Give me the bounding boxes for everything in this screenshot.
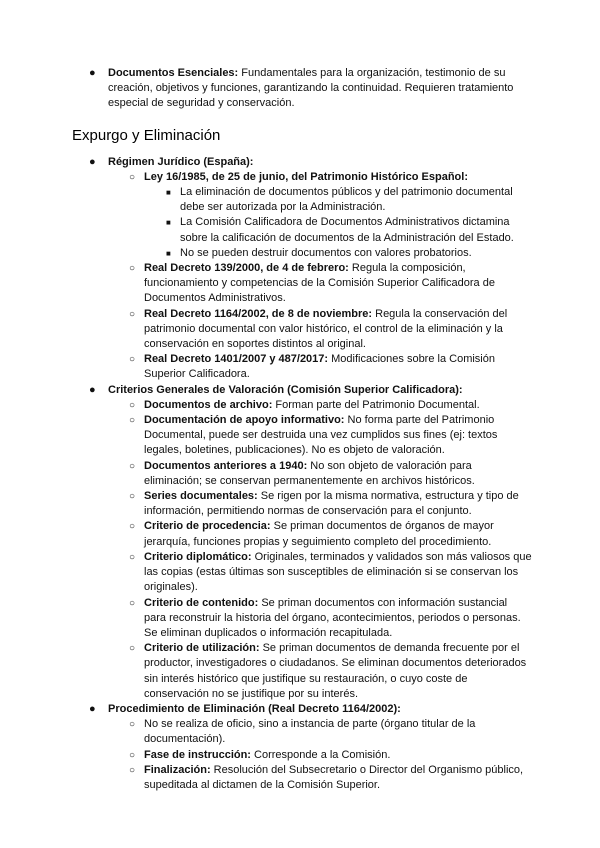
item-text: No forma parte del Patrimonio Documental, puede ser destruida una vez cumplidos sus fines (ej: textos legales, boletines, publicaciones). No es objeto de valoración. [144, 414, 498, 457]
bullet-square-icon: ■ [166, 248, 171, 258]
bullet-circle-icon: ○ [129, 171, 136, 183]
sublist-procedimiento [108, 717, 532, 793]
list-item [108, 596, 532, 642]
item-title: Finalización: [144, 763, 211, 776]
item-title: Series documentales: [144, 490, 258, 503]
list-item-rd-1401-2007 [108, 352, 532, 382]
bullet-disc-icon: ● [89, 67, 96, 79]
list-item-procedimiento-eliminacion [72, 702, 532, 793]
item-title: Régimen Jurídico (España): [108, 155, 254, 168]
bullet-circle-icon: ○ [129, 521, 136, 533]
list-item [108, 519, 532, 549]
list-item-regimen-juridico [72, 155, 532, 383]
item-title: Documentación de apoyo informativo: [144, 414, 345, 427]
item-title: Criterio de utilización: [144, 642, 260, 655]
item-title: Ley 16/1985, de 25 de junio, del Patrimonio Histórico Español: [144, 170, 468, 183]
item-title: Real Decreto 1401/2007 y 487/2017: [144, 353, 329, 366]
sublist-regimen [108, 170, 532, 383]
item-title: Procedimiento de Eliminación (Real Decreto 1164/2002): [108, 702, 401, 715]
item-text: No se realiza de oficio, sino a instancia de parte (órgano titular de la documentación). [144, 718, 476, 746]
bullet-disc-icon: ● [89, 702, 96, 715]
bullet-circle-icon: ○ [129, 460, 136, 472]
bullet-circle-icon: ○ [129, 491, 136, 503]
item-text: No son objeto de valoración para eliminación; se conservan permanentemente en archivos históricos. [144, 459, 475, 487]
list-item-documentos-esenciales [72, 66, 532, 112]
list-item-ley-16-1985 [108, 170, 532, 261]
list-item [108, 459, 532, 489]
item-text: Se priman documentos de órganos de mayor jerarquía, funciones propias y seguimiento completo del procedimiento. [144, 520, 494, 548]
section-heading: Expurgo y Eliminación [72, 126, 221, 144]
list-item [108, 413, 532, 459]
sublist-criterios [108, 398, 532, 702]
item-title: Real Decreto 1164/2002, de 8 de noviembre: [144, 307, 373, 320]
bullet-disc-icon: ● [89, 155, 96, 168]
bullet-circle-icon: ○ [129, 263, 136, 275]
item-title: Criterio diplomático: [144, 550, 252, 563]
item-title: Criterios Generales de Valoración (Comisión Superior Calificadora): [108, 383, 463, 396]
item-text: Resolución del Subsecretario o Director del Organismo público, supeditada al dictamen de la Comisión Superior. [144, 763, 524, 791]
list-item [108, 717, 532, 747]
item-title: Documentos Esenciales: [108, 67, 239, 79]
list-item-criterios-generales [72, 383, 532, 702]
list-item [144, 246, 532, 261]
bullet-circle-icon: ○ [129, 399, 136, 411]
item-text: Corresponde a la Comisión. [250, 748, 391, 761]
bullet-square-icon: ■ [166, 188, 171, 198]
list-item [108, 398, 532, 413]
document-content [72, 66, 532, 793]
bullet-circle-icon: ○ [129, 764, 136, 776]
bullet-circle-icon: ○ [129, 354, 136, 366]
item-title: Documentos anteriores a 1940: [144, 459, 308, 472]
bullet-circle-icon: ○ [129, 551, 136, 563]
item-text: Se priman documentos con información sustancial para reconstruir la historia del órgano, acontecimientos, periodos o personas. Se eliminan duplicados o información recapitulada. [144, 596, 521, 639]
item-text: Regula la composición, funcionamiento y competencias de la Comisión Superior Calificadora de Documentos Administrativos. [144, 262, 495, 305]
list-item [144, 215, 532, 245]
bullet-circle-icon: ○ [129, 749, 136, 761]
item-text: Se rigen por la misma normativa, estructura y tipo de información, permitiendo normas de conservación para el conjunto. [144, 490, 519, 518]
sublist-ley [144, 185, 532, 261]
list-item [144, 185, 532, 215]
item-text: Se priman documentos de demanda frecuente por el productor, investigadores o ciudadanos. Se eliminan documentos deteriorados sin interés histórico que justifique su restauración, o cuyo coste de conservación no se justifique por su interés. [144, 642, 527, 700]
bullet-disc-icon: ● [89, 383, 96, 396]
item-title: Real Decreto 139/2000, de 4 de febrero: [144, 262, 349, 275]
list-item [108, 748, 532, 763]
bullet-circle-icon: ○ [129, 643, 136, 655]
item-title: Criterio de procedencia: [144, 520, 271, 533]
list-item [108, 641, 532, 702]
main-list [72, 155, 532, 794]
item-title: Criterio de contenido: [144, 596, 259, 609]
list-item-rd-1164-2002 [108, 307, 532, 353]
list-item [108, 489, 532, 519]
bullet-circle-icon: ○ [129, 719, 136, 731]
item-title: Documentos de archivo: [144, 398, 273, 411]
item-text: Regula la conservación del patrimonio documental con valor histórico, el control de la eliminación y la conservación en soportes distintos al original. [144, 307, 508, 351]
bullet-circle-icon: ○ [129, 597, 136, 609]
list-item [108, 550, 532, 596]
item-text: Fundamentales para la organización, testimonio de su creación, objetivos y funciones, garantizando la continuidad. Requieren tratamiento especial de seguridad y conservación. [108, 67, 514, 110]
item-text: No se pueden destruir documentos con valores probatorios. [180, 246, 472, 259]
bullet-square-icon: ■ [166, 218, 171, 228]
item-text: Modificaciones sobre la Comisión Superior Calificadora. [144, 353, 495, 381]
bullet-circle-icon: ○ [129, 415, 136, 427]
list-item [108, 763, 532, 793]
item-text: Originales, terminados y validados son más valiosos que las copias (estas últimas son susceptibles de eliminación si se conservan los originales). [144, 550, 532, 594]
item-text: La Comisión Calificadora de Documentos Administrativos dictamina sobre la calificación de documentos de la Administración del Estado. [180, 216, 514, 244]
bullet-circle-icon: ○ [129, 308, 136, 320]
item-text: La eliminación de documentos públicos y del patrimonio documental debe ser autorizada por la Administración. [180, 186, 513, 214]
intro-list [72, 66, 532, 112]
item-title: Fase de instrucción: [144, 748, 251, 761]
item-text: Forman parte del Patrimonio Documental. [272, 398, 480, 411]
list-item-rd-139-2000 [108, 261, 532, 307]
